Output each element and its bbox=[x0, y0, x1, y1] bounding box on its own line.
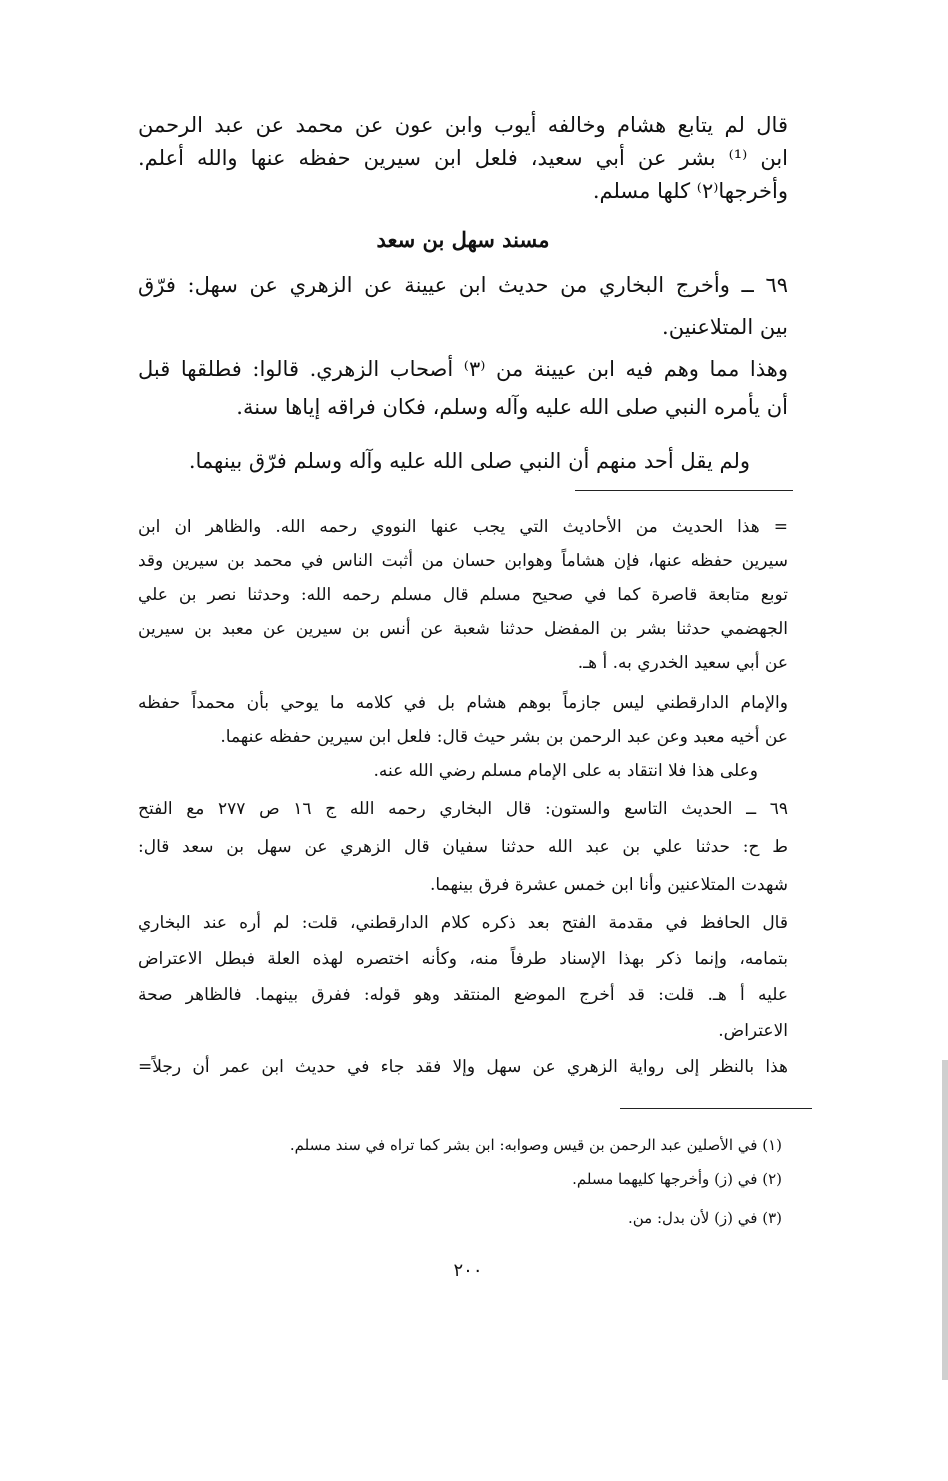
footnote-item: (٣) في (ز) لأن بدل: من. bbox=[627, 1209, 782, 1227]
note-line: بتمامه، وإنما ذكر بهذا الإسناد طرفاً منه، وكأنه اختصره لهذه العلة فبطل الاعتراض bbox=[138, 949, 788, 969]
section-heading: مسند سهل بن سعد bbox=[376, 227, 550, 252]
note-line: والإمام الدارقطني ليس جازماً بوهم هشام بل في كلامه ما يوحي بأن محمداً حفظه bbox=[138, 693, 788, 713]
note-line: عليه أ هـ. قلت: قد أخرج الموضع المنتقد وهو قوله: ففرق بينهما. فالظاهر صحة bbox=[138, 985, 788, 1005]
scan-edge-shadow bbox=[942, 1060, 948, 1380]
note-line: سيرين حفظه عنها، فإن هشاماً وهوابن حسان من أثبت الناس في محمد بن سيرين وقد bbox=[138, 551, 788, 571]
footnote-item: (١) في الأصلين عبد الرحمن بن قيس وصوابه: ابن بشر كما تراه في سند مسلم. bbox=[289, 1136, 782, 1154]
text-line: أن يأمره النبي صلى الله عليه وآله وسلم، فكان فراقه إياها سنة. bbox=[236, 395, 788, 419]
text-line: وهذا مما وهم فيه ابن عيينة من ⁽٣⁾ أصحاب الزهري. قالوا: فطلقها قبل bbox=[138, 357, 788, 381]
separator-rule bbox=[575, 490, 793, 491]
text-line: ولم يقل أحد منهم أن النبي صلى الله عليه وآله وسلم فرّق بينهما. bbox=[188, 449, 750, 473]
footnote-rule bbox=[620, 1108, 812, 1109]
footnote-item: (٢) في (ز) وأخرجها كليهما مسلم. bbox=[572, 1170, 782, 1188]
note-line: الجهضمي حدثنا بشر بن المفضل حدثنا شعبة عن أنس بن سيرين عن معبد بن سيرين bbox=[138, 619, 788, 639]
note-line: الاعتراض. bbox=[718, 1021, 788, 1041]
text-line: بين المتلاعنين. bbox=[662, 315, 788, 339]
text-line: ٦٩ ــ وأخرج البخاري من حديث ابن عيينة عن الزهري عن سهل: فرّق bbox=[138, 273, 788, 297]
note-line: = هذا الحديث من الأحاديث التي يجب عنها النووي رحمه الله. والظاهر ان ابن bbox=[138, 517, 788, 537]
note-line: شهدت المتلاعنين وأنا ابن خمس عشرة فرق بينهما. bbox=[430, 875, 788, 895]
text-line: وأخرجها⁽٢⁾ كلها مسلم. bbox=[592, 179, 788, 203]
note-line: هذا بالنظر إلى رواية الزهري عن سهل وإلا فقد جاء في حديث ابن عمر أن رجلاً= bbox=[138, 1057, 788, 1077]
note-line: توبع متابعة قاصرة كما في صحيح مسلم قال مسلم رحمه الله: وحدثنا نصر بن علي bbox=[138, 585, 788, 605]
note-line: ٦٩ ــ الحديث التاسع والستون: قال البخاري رحمه الله ج ١٦ ص ٢٧٧ مع الفتح bbox=[138, 799, 788, 819]
note-line: عن أبي سعيد الخدري به. أ هـ. bbox=[577, 653, 788, 673]
note-line: وعلى هذا فلا انتقاد به على الإمام مسلم رضي الله عنه. bbox=[373, 761, 758, 781]
text-line: ابن ⁽¹⁾ بشر عن أبي سعيد، فلعل ابن سيرين حفظه عنها والله أعلم. bbox=[138, 146, 788, 170]
page-number: ٢٠٠ bbox=[453, 1260, 483, 1281]
text-line: قال لم يتابع هشام وخالفه أيوب وابن عون عن محمد عن عبد الرحمن bbox=[138, 113, 788, 137]
note-line: قال الحافظ في مقدمة الفتح بعد ذكره كلام الدارقطني، قلت: لم أره عند البخاري bbox=[138, 913, 788, 933]
note-line: عن أخيه معبد وعن عبد الرحمن بن بشر حيث قال: فلعل ابن سيرين حفظه عنهما. bbox=[220, 727, 788, 747]
note-line: ط ح: حدثنا علي بن عبد الله حدثنا سفيان قال الزهري عن سهل بن سعد قال: bbox=[138, 837, 788, 857]
